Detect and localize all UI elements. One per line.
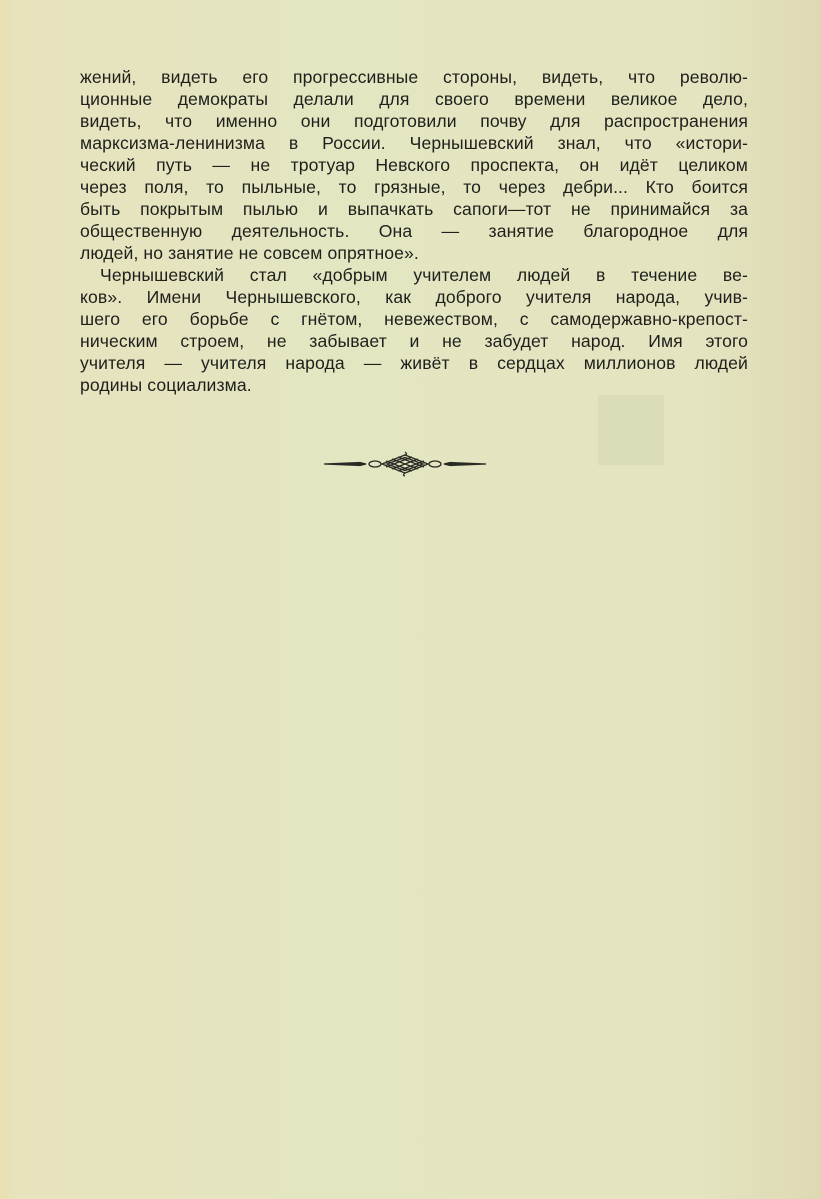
text-line: Чернышевский стал «добрым учителем людей в течение ве-	[100, 265, 748, 285]
text-line: марксизма-ленинизма в России. Чернышевский знал, что «истори-	[80, 133, 748, 153]
paragraph-1	[80, 66, 748, 264]
bleed-through-mark	[598, 395, 664, 465]
text-line: шего его борьбе с гнётом, невежеством, с самодержавно-крепост-	[80, 309, 748, 329]
text-line: видеть, что именно они подготовили почву для распространения	[80, 111, 748, 131]
page-text	[80, 66, 748, 396]
text-line: учителя — учителя народа — живёт в сердцах миллионов людей	[80, 353, 748, 373]
text-line: общественную деятельность. Она — занятие благородное для	[80, 221, 748, 241]
decorative-divider-ornament-icon	[320, 450, 490, 478]
text-line: людей, но занятие не совсем опрятное».	[80, 243, 419, 263]
text-line: родины социализма.	[80, 375, 252, 395]
text-line: через поля, то пыльные, то грязные, то через дебри... Кто боится	[80, 177, 748, 197]
text-line: ков». Имени Чернышевского, как доброго учителя народа, учив-	[80, 287, 748, 307]
text-line: быть покрытым пылью и выпачкать сапоги—тот не принимайся за	[80, 199, 748, 219]
text-line: ционные демократы делали для своего времени великое дело,	[80, 89, 748, 109]
text-line: ническим строем, не забывает и не забудет народ. Имя этого	[80, 331, 748, 351]
paragraph-2	[80, 264, 748, 396]
text-line: жений, видеть его прогрессивные стороны, видеть, что револю-	[80, 67, 748, 87]
text-line: ческий путь — не тротуар Невского проспекта, он идёт целиком	[80, 155, 748, 175]
